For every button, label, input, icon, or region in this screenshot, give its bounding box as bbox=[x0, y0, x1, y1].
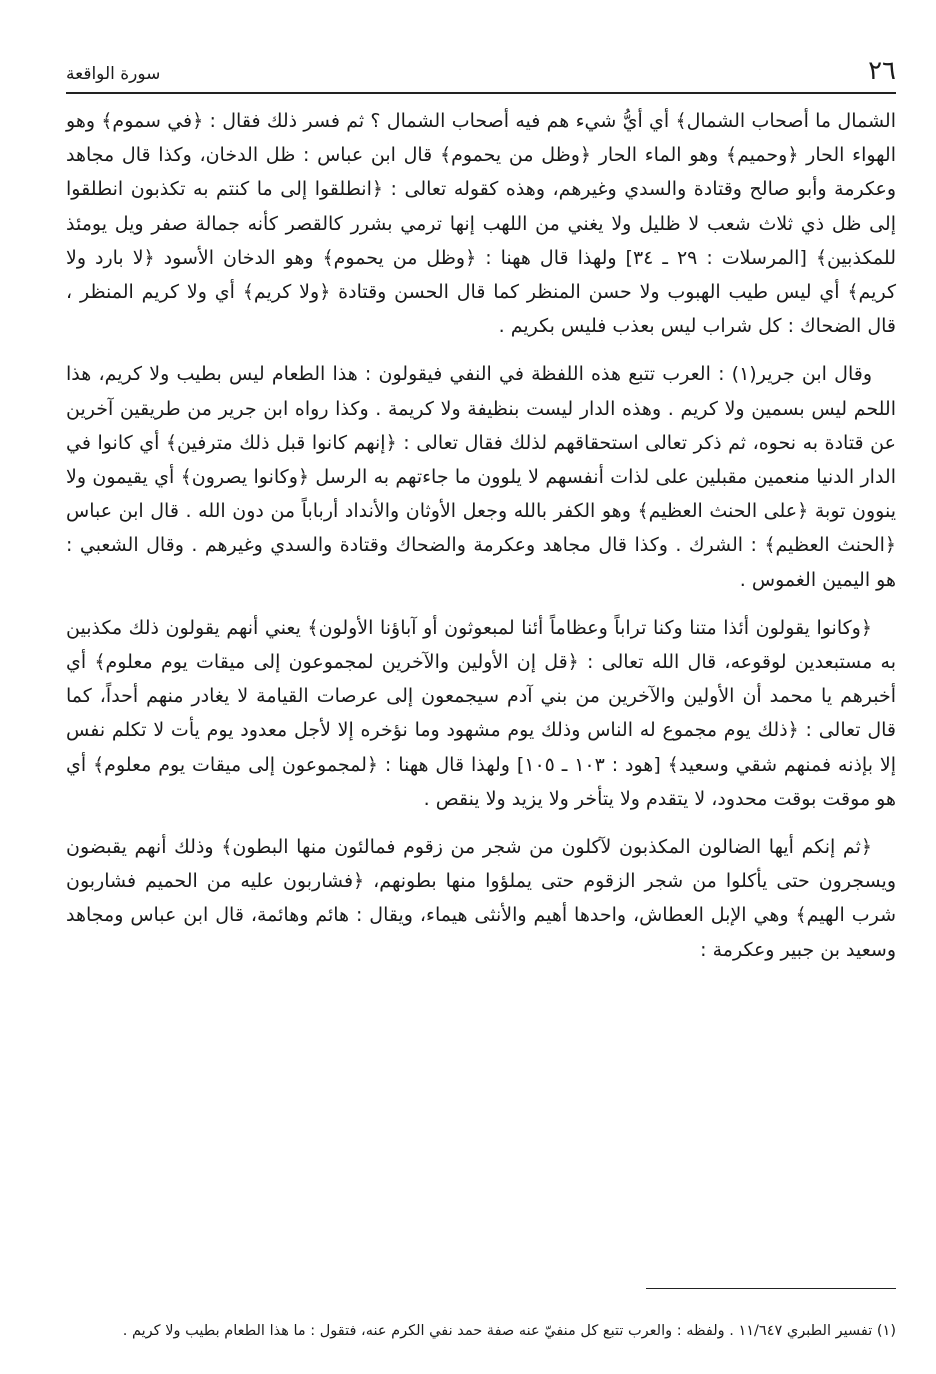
page-header bbox=[66, 52, 896, 94]
footnote: (١) تفسير الطبري ١١/٦٤٧ . ولفظه : والعرب تتبع كل منفيّ عنه صفة حمد نفي الكرم عنه، فتقول : ما هذا الطعام بطيب ولا كريم . bbox=[122, 1322, 896, 1339]
paragraph: وقال ابن جرير(١) : العرب تتبع هذه اللفظة في النفي فيقولون : هذا الطعام ليس بطيب ولا كريم، هذا اللحم ليس بسمين ولا كريم . وهذه الدار ليست بنظيفة ولا كريمة . وكذا رواه ابن جرير من طريقين آخرين عن قتادة به نحوه، ثم ذكر تعالى استحقاقهم لذلك فقال تعالى : ﴿إنهم كانوا قبل ذلك مترفين﴾ أي كانوا في الدار الدنيا منعمين مقبلين على لذات أنفسهم لا يلوون ما جاءتهم به الرسل ﴿وكانوا يصرون﴾ أي يقيمون ولا ينوون توبة ﴿على الحنث العظيم﴾ وهو الكفر بالله وجعل الأوثان والأنداد أرباباً من دون الله . قال ابن عباس ﴿الحنث العظيم﴾ : الشرك . وكذا قال مجاهد وعكرمة والضحاك وقتادة والسدي وغيرهم . وقال الشعبي : هو اليمين الغموس . bbox=[66, 363, 896, 591]
running-title: سورة الواقعة bbox=[66, 64, 161, 84]
paragraph: ﴿وكانوا يقولون أئذا متنا وكنا تراباً وعظاماً أئنا لمبعوثون أو آباؤنا الأولون﴾ يعني أنهم يقولون ذلك مكذبين به مستبعدين لوقوعه، قال الله تعالى : ﴿قل إن الأولين والآخرين لمجموعون إلى ميقات يوم معلوم﴾ أي أخبرهم يا محمد أن الأولين والآخرين من بني آدم سيجمعون إلى عرصات القيامة لا يغادر منهم أحداً، كما قال تعالى : ﴿ذلك يوم مجموع له الناس وذلك يوم مشهود وما نؤخره إلا لأجل معدود يوم يأت لا تكلم نفس إلا بإذنه فمنهم شقي وسعيد﴾ [هود : ١٠٣ ـ ١٠٥] ولهذا قال ههنا : ﴿لمجموعون إلى ميقات يوم معلوم﴾ أي هو موقت بوقت محدود، لا يتقدم ولا يتأخر ولا يزيد ولا ينقص . bbox=[66, 616, 896, 810]
body-text bbox=[66, 104, 896, 981]
page-number: ٢٦ bbox=[868, 56, 896, 86]
book-page bbox=[66, 52, 896, 1342]
paragraph: الشمال ما أصحاب الشمال﴾ أي أيُّ شيء هم فيه أصحاب الشمال ؟ ثم فسر ذلك فقال : ﴿في سموم﴾ وهو الهواء الحار ﴿وحميم﴾ وهو الماء الحار ﴿وظل من يحموم﴾ قال ابن عباس : ظل الدخان، وكذا قال مجاهد وعكرمة وأبو صالح وقتادة والسدي وغيرهم، وهذه كقوله تعالى : ﴿انطلقوا إلى ما كنتم به تكذبون انطلقوا إلى ظل ذي ثلاث شعب لا ظليل ولا يغني من اللهب إنها ترمي بشرر كالقصر كأنه جمالة صفر ويل يومئذ للمكذبين﴾ [المرسلات : ٢٩ ـ ٣٤] ولهذا قال ههنا : ﴿وظل من يحموم﴾ وهو الدخان الأسود ﴿لا بارد ولا كريم﴾ أي ليس طيب الهبوب ولا حسن المنظر كما قال الحسن وقتادة ﴿ولا كريم﴾ أي ولا كريم المنظر ، قال الضحاك : كل شراب ليس بعذب فليس بكريم . bbox=[66, 110, 897, 338]
footnote-divider bbox=[646, 1288, 896, 1289]
paragraph: ﴿ثم إنكم أيها الضالون المكذبون لآكلون من شجر من زقوم فمالئون منها البطون﴾ وذلك أنهم يقبضون ويسجرون حتى يأكلوا من شجر الزقوم حتى يملؤوا منها بطونهم، ﴿فشاربون عليه من الحميم فشاربون شرب الهيم﴾ وهي الإبل العطاش، واحدها أهيم والأنثى هيماء، ويقال : هائم وهائمة، قال ابن عباس ومجاهد وسعيد بن جبير وعكرمة : bbox=[66, 836, 896, 961]
